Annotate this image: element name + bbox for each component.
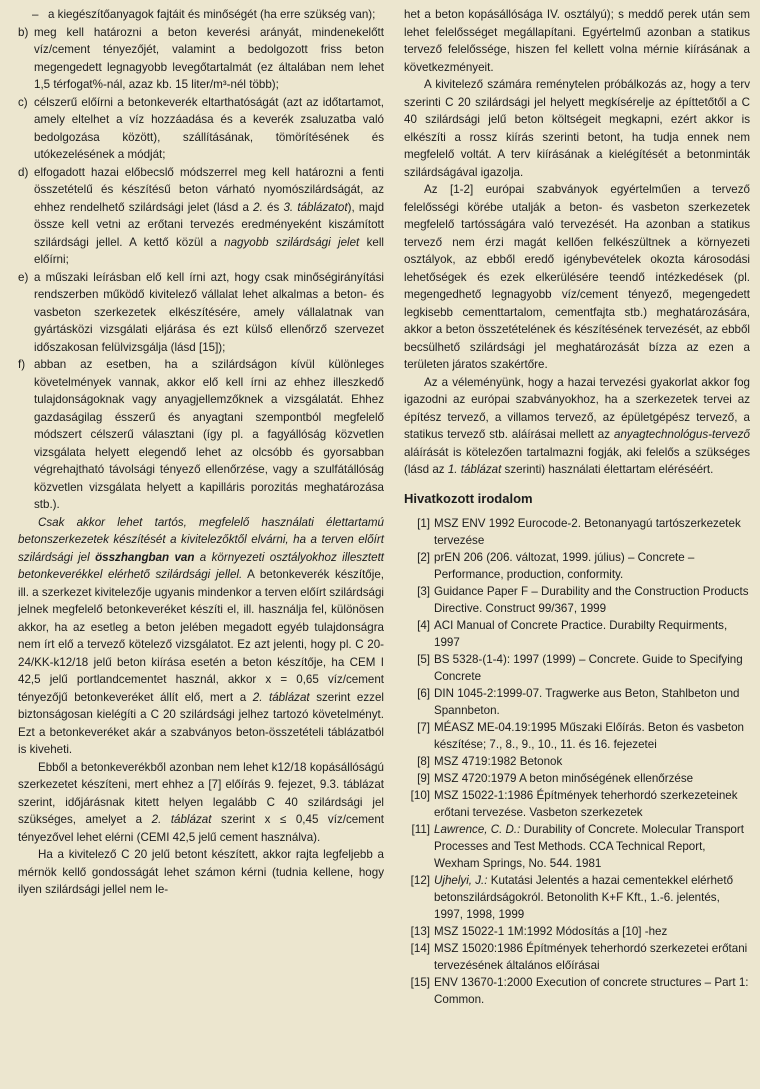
text-run: szerinti) használati élettartam eléréséért. (501, 463, 714, 476)
paragraph (404, 374, 750, 479)
paragraph: Az [1-2] európai szabványok egyértelműen a tervező felelősségi körébe utalják a beton- és vasbeton szerkezetek megfelelő tartósságára való tervezését. Ha azonban a statikus tervező nem érzi magát kellően felkészültnek a környezeti osztályok, az ebből eredő igénybevételek okozta károsodási lehetőségek és ezek elkerülésére teendő intézkedések (pl. megengedhető legnagyobb víz/cement tényező, megengedett legkisebb cementtartalom, cementfajta stb.) meghatározására, akkor a beton összetételének és készítésének tervezését, az ebből becsülhető szilárdsági jel meghatározását bízza az ezen a területen járatos szakértőre. (404, 183, 750, 371)
reference-title: Durability of Concrete. Molecular Transport Processes and Test Methods. CCA Technical Report, Wexham Springs, No. 544. 1981 (434, 822, 744, 870)
list-marker: f) (18, 358, 26, 371)
references-list (404, 515, 750, 1008)
reference-item (404, 549, 750, 583)
list-item-f (18, 356, 384, 514)
text-run: Ebből a betonkeverékből azonban nem lehet k12/18 kopásállóságú szerkezetet készíteni, mert ehhez a [7] előírás 9. fejezet, 9.3. táblázat szerint, időjárásnak kitett helyen legalább C 40 szilárdsági jel szükséges, amelyet a (18, 760, 384, 826)
reference-number: [2] (417, 550, 430, 564)
paragraph: A kivitelező számára reménytelen próbálkozás az, hogy a terv szerinti C 20 szilárdsági jel helyett megkísérelje az építtetőtől a C 40 szilárdsági jelű beton költségeit megkapni, ezért akkor is elkészíti a rossz kiírás szerinti betont, ha tudja ennek nem megfelelő voltát. A terv kiírásának a kielégítését a betonminták szilárdságával igazolja. (404, 78, 750, 179)
reference-number: [7] (417, 720, 430, 734)
reference-text: prEN 206 (206. változat, 1999. július) – Concrete – Performance, production, conformity. (434, 550, 695, 581)
list-item-c (18, 94, 384, 164)
reference-number: [4] (417, 618, 430, 632)
right-column (404, 6, 750, 1008)
list-marker: b) (18, 25, 29, 39)
reference-text: BS 5328-(1-4): 1997 (1999) – Concrete. Guide to Specifying Concrete (434, 652, 743, 683)
reference-text: ENV 13670-1:2000 Execution of concrete structures – Part 1: Common. (434, 975, 749, 1006)
reference-item (404, 753, 750, 770)
reference-item (404, 770, 750, 787)
reference-item (404, 821, 750, 872)
reference-item (404, 617, 750, 651)
list-item-text: meg kell határozni a beton keverési arányát, mindenekelőtt víz/cement tényezőjét, valamint a bedolgozott friss beton megengedett legnagyobb levegőtartalmát (ez általában nem lehet 1,5 térfogat%-nál, azaz kb. 15 liter/m³-nél több); (34, 25, 384, 91)
reference-item (404, 787, 750, 821)
reference-number: [1] (417, 516, 430, 530)
list-item-text: célszerű előírni a betonkeverék eltarthatóságát (azt az időtartamot, amely eltelhet a víz hozzáadása és a keverék zsaluzatba való bedolgozása között), szállításának, tömörítésének és utókezelésének a módját; (34, 95, 384, 161)
reference-number: [13] (410, 924, 430, 938)
bold-italic-run: összhangban van (95, 550, 195, 564)
reference-author: Ujhelyi, J.: (434, 873, 488, 887)
dash-marker: – (32, 8, 39, 21)
list-item-text: abban az esetben, ha a szilárdságon kívül különleges követelmények vannak, akkor elő kell írni az ehhez illeszkedő tulajdonságoknak vagy anyagjellemzőknek a vizsgálatát. Ehhez gazdaságilag ésszerű és anyagtani szempontból megfelelő módszert célszerű választani (így pl. a fagyállóság közvetlen vizsgálata helyett elegendő lehet az olcsóbb és gyorsabban végrehajtható távolsági tényező ellenőrzése, vagy a szulfátállóság közvetlen vizsgálata helyett a kapilláris porozitás meghatározása stb.). (34, 358, 384, 511)
italic-run: Csak akkor lehet tartós, megfelelő használati élettartamú betonszerkezetek készítését a kivitelezőktől elvárni, ha a terven előírt szilárdsági jel (18, 515, 384, 564)
list-item-b (18, 24, 384, 94)
italic-run: 2. táblázat (151, 813, 212, 826)
list-item-text (34, 164, 384, 269)
italic-run: 2. (253, 200, 263, 214)
reference-item (404, 583, 750, 617)
reference-text: DIN 1045-2:1999-07. Tragwerke aus Beton, Stahlbeton und Spannbeton. (434, 686, 740, 717)
reference-text: MSZ 4719:1982 Betonok (434, 754, 563, 768)
reference-text: MÉASZ ME-04.19:1995 Műszaki Előírás. Beton és vasbeton készítése; 7., 8., 9., 10., 11. és 16. fejezetei (434, 720, 744, 751)
reference-item (404, 651, 750, 685)
reference-number: [15] (410, 975, 430, 989)
reference-number: [14] (410, 941, 430, 955)
paragraph (18, 759, 384, 847)
text-run: A betonkeverék készítője, ill. a szerkezet kivitelezője ugyanis mindenkor a terven előírt szilárdsági jelnek megfelelő betonkeveréket készíti el, ill. használja fel, különösen akkor, ha az esetleg a beton jelében megadott egyéb tulajdonságra nem írt elő a tervező kötelező vizsgálatot. Ez azt jelenti, hogy pl. C 20-24/KK-k12/18 jelű beton kiírása esetén a beton készítője, ha CEM I 42,5 jelű portlandcementet használ, akkor x = 0,65 víz/cement tényezőjű betonkeveréket állít elő, mert a (18, 568, 385, 704)
text-run: elfogadott hazai előbecslő módszerrel meg kell határozni a fenti összetételű és készítésű beton várható nyomószilárdságát, az ehhez rendelhető szilárdsági jelet (lásd a (34, 165, 384, 214)
list-marker: d) (18, 165, 29, 179)
text-run: szerint x ≤ 0,45 víz/cement tényezővel lehet elérni (CEMI 42,5 jelű cement használva). (18, 813, 384, 844)
reference-author: Lawrence, C. D.: (434, 822, 521, 836)
reference-number: [10] (410, 788, 430, 802)
list-item-d (18, 164, 384, 269)
reference-number: [9] (417, 771, 430, 785)
reference-item (404, 974, 750, 1008)
reference-text: MSZ 4720:1979 A beton minőségének ellenőrzése (434, 771, 694, 785)
list-item-e (18, 269, 384, 357)
italic-run: 3. táblázatot (283, 200, 348, 214)
paragraph (18, 514, 384, 759)
reference-item (404, 923, 750, 940)
reference-item (404, 719, 750, 753)
text-run: szerint ezzel biztonságosan kielégíti a C 20 szilárdsági jelhez tartozó követelményt. Ezt a betonkeveréket akár a szabványos beton-összetételi táblázatból is kiveheti. (18, 690, 384, 756)
italic-run: nagyobb szilárdsági jelet (224, 235, 360, 249)
list-marker: e) (18, 270, 29, 284)
reference-text (434, 872, 750, 923)
reference-number: [3] (417, 584, 430, 598)
italic-run: anyagtechnológus-tervező (614, 428, 750, 441)
reference-item (404, 515, 750, 549)
reference-text: MSZ 15020:1986 Építmények teherhordó szerkezetei erőtani tervezésének általános előírásai (434, 941, 748, 972)
reference-number: [5] (417, 652, 430, 666)
italic-run: 1. táblázat (447, 463, 502, 476)
reference-text: MSZ 15022-1:1986 Építmények teherhordó szerkezeteinek erőtani tervezése. Vasbeton szerkezetek (434, 788, 738, 819)
reference-text: MSZ 15022-1 1M:1992 Módosítás a [10] -hez (434, 924, 668, 938)
italic-run: a környezeti osztályokhoz illesztett betonkeverékkel elérhető szilárdsági jellel. (18, 550, 385, 581)
reference-title: Kutatási Jelentés a hazai cementekkel elérhető betonszilárdságokról. Betonolith K+F Kft., 1.-6. jelentés, 1997, 1998, 1999 (434, 873, 734, 921)
paragraph: Ha a kivitelező C 20 jelű betont készített, akkor rajta legfeljebb a mérnök kellő gondosságát lehet számon kérni (tudnia kellene, hogy ilyen szilárdsági jellel nem le- (18, 848, 384, 896)
list-item-dash (18, 6, 384, 24)
reference-text: Guidance Paper F – Durability and the Construction Products Directive. Construct 99/367, 1999 (434, 584, 749, 615)
list-marker: c) (18, 95, 28, 109)
text-run: és (262, 200, 284, 214)
reference-item (404, 872, 750, 923)
text-run: kell előírni; (34, 235, 384, 266)
left-column (18, 6, 384, 899)
text-run: Az a véleményünk, hogy a hazai tervezési gyakorlat akkor fog igazodni az európai szabványokhoz, ha a szerkezetek tervei az építész tervező, a villamos tervező, az épületgépész tervező, a statikus tervező stb. aláírásai mellett az (404, 375, 750, 441)
paragraph: het a beton kopásállósága IV. osztályú); s meddő perek után sem lehet felelősséget megállapítani. Egyértelmű azonban a statikus tervező felelőssége, hiszen fel kellett volna mérnie kiírásának a következményeit. (404, 8, 750, 74)
text-run: aláírását is kötelezően tartalmazni fogják, aki felelős a szükséges (lásd az (404, 445, 750, 476)
references-heading: Hivatkozott irodalom (404, 490, 533, 506)
reference-number: [6] (417, 686, 430, 700)
reference-number: [8] (417, 754, 430, 768)
reference-number: [12] (410, 873, 430, 887)
reference-item (404, 940, 750, 974)
text-run: ), majd össze kell vetni az erőtani tervezés eredményeként kiszámított szilárdsági jellel. A kettő közül a (34, 200, 385, 249)
italic-run: 2. táblázat (252, 690, 310, 704)
list-item-text: a kiegészítőanyagok fajtáit és minőségét (ha erre szükség van); (48, 8, 376, 21)
reference-item (404, 685, 750, 719)
reference-text (434, 821, 750, 872)
reference-text: MSZ ENV 1992 Eurocode-2. Betonanyagú tartószerkezetek tervezése (434, 516, 741, 547)
list-item-text: a műszaki leírásban elő kell írni azt, hogy csak minőségirányítási rendszerben működő kivitelező vállalat lehet alkalmas a beton- és vasbeton szerkezetek elkészítésére, amely vállalatnak van gyártásközi vizsgálati eljárása és ezt külső ellenőrző szervezet időszakosan felülvizsgálja (lásd [15]); (34, 270, 384, 354)
reference-number: [11] (411, 822, 430, 836)
reference-text: ACI Manual of Concrete Practice. Durabilty Requirments, 1997 (434, 618, 728, 649)
